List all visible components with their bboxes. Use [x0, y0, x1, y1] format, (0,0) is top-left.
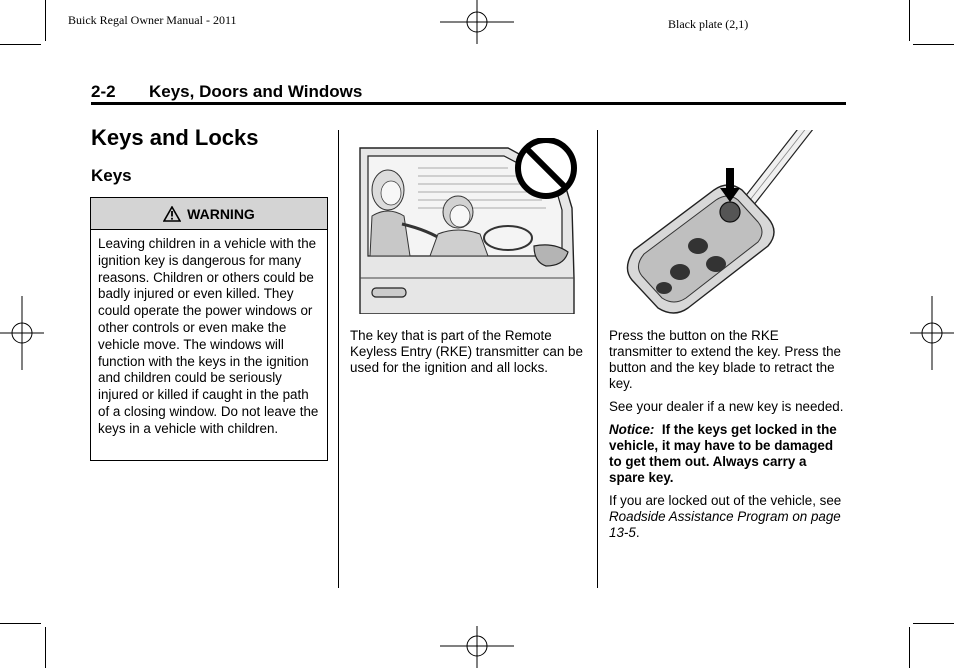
manual-title: Buick Regal Owner Manual - 2011 — [68, 13, 237, 27]
roadside-link[interactable]: Roadside Assistance Program on page 13-5 — [609, 509, 841, 540]
lockout-end: . — [635, 525, 640, 540]
notice-paragraph — [609, 422, 845, 486]
section-title: Keys, Doors and Windows — [149, 82, 363, 101]
section-number: 2-2 — [91, 82, 116, 101]
key-fob-illustration — [618, 130, 832, 320]
column-divider-right — [597, 130, 598, 588]
registration-mark-top-icon — [440, 0, 514, 46]
page-title: Keys and Locks — [91, 125, 259, 150]
registration-mark-right-icon — [908, 296, 954, 370]
lockout-paragraph — [609, 493, 845, 541]
warning-header — [91, 198, 327, 230]
section-rule — [91, 102, 846, 105]
subheading: Keys — [91, 166, 132, 185]
warning-text: Leaving children in a vehicle with the ignition key is dangerous for many reasons. Children or others could be badly injured or even killed. They could operate the power windows or other controls or even make the vehicle move. The windows will function with the keys in the ignition and children could be seriously injured or killed if caught in the path of a closing window. Do not leave the keys in a vehicle with children. — [98, 236, 319, 436]
section-header — [91, 80, 846, 105]
registration-mark-left-icon — [0, 296, 46, 370]
children-in-car-illustration — [358, 138, 580, 314]
registration-mark-bottom-icon — [440, 624, 514, 668]
lockout-lead: If you are locked out of the vehicle, see — [609, 493, 842, 508]
column-two — [350, 328, 590, 376]
warning-box — [90, 197, 328, 461]
warning-label: WARNING — [187, 205, 255, 222]
column-divider-left — [338, 130, 339, 588]
column-three — [609, 328, 845, 548]
prohibition-icon — [518, 140, 574, 196]
plate-label: Black plate (2,1) — [668, 17, 749, 31]
notice-label: Notice: — [609, 422, 655, 437]
extend-key-text: Press the button on the RKE transmitter to extend the key. Press the button and the key blade to retract the key. — [609, 328, 841, 391]
rke-key-text: The key that is part of the Remote Keyless Entry (RKE) transmitter can be used for the ignition and all locks. — [350, 328, 583, 375]
dealer-text: See your dealer if a new key is needed. — [609, 399, 844, 414]
warning-triangle-icon — [163, 206, 181, 222]
notice-text: If the keys get locked in the vehicle, it may have to be damaged to get them out. Always carry a spare key. — [609, 422, 837, 485]
